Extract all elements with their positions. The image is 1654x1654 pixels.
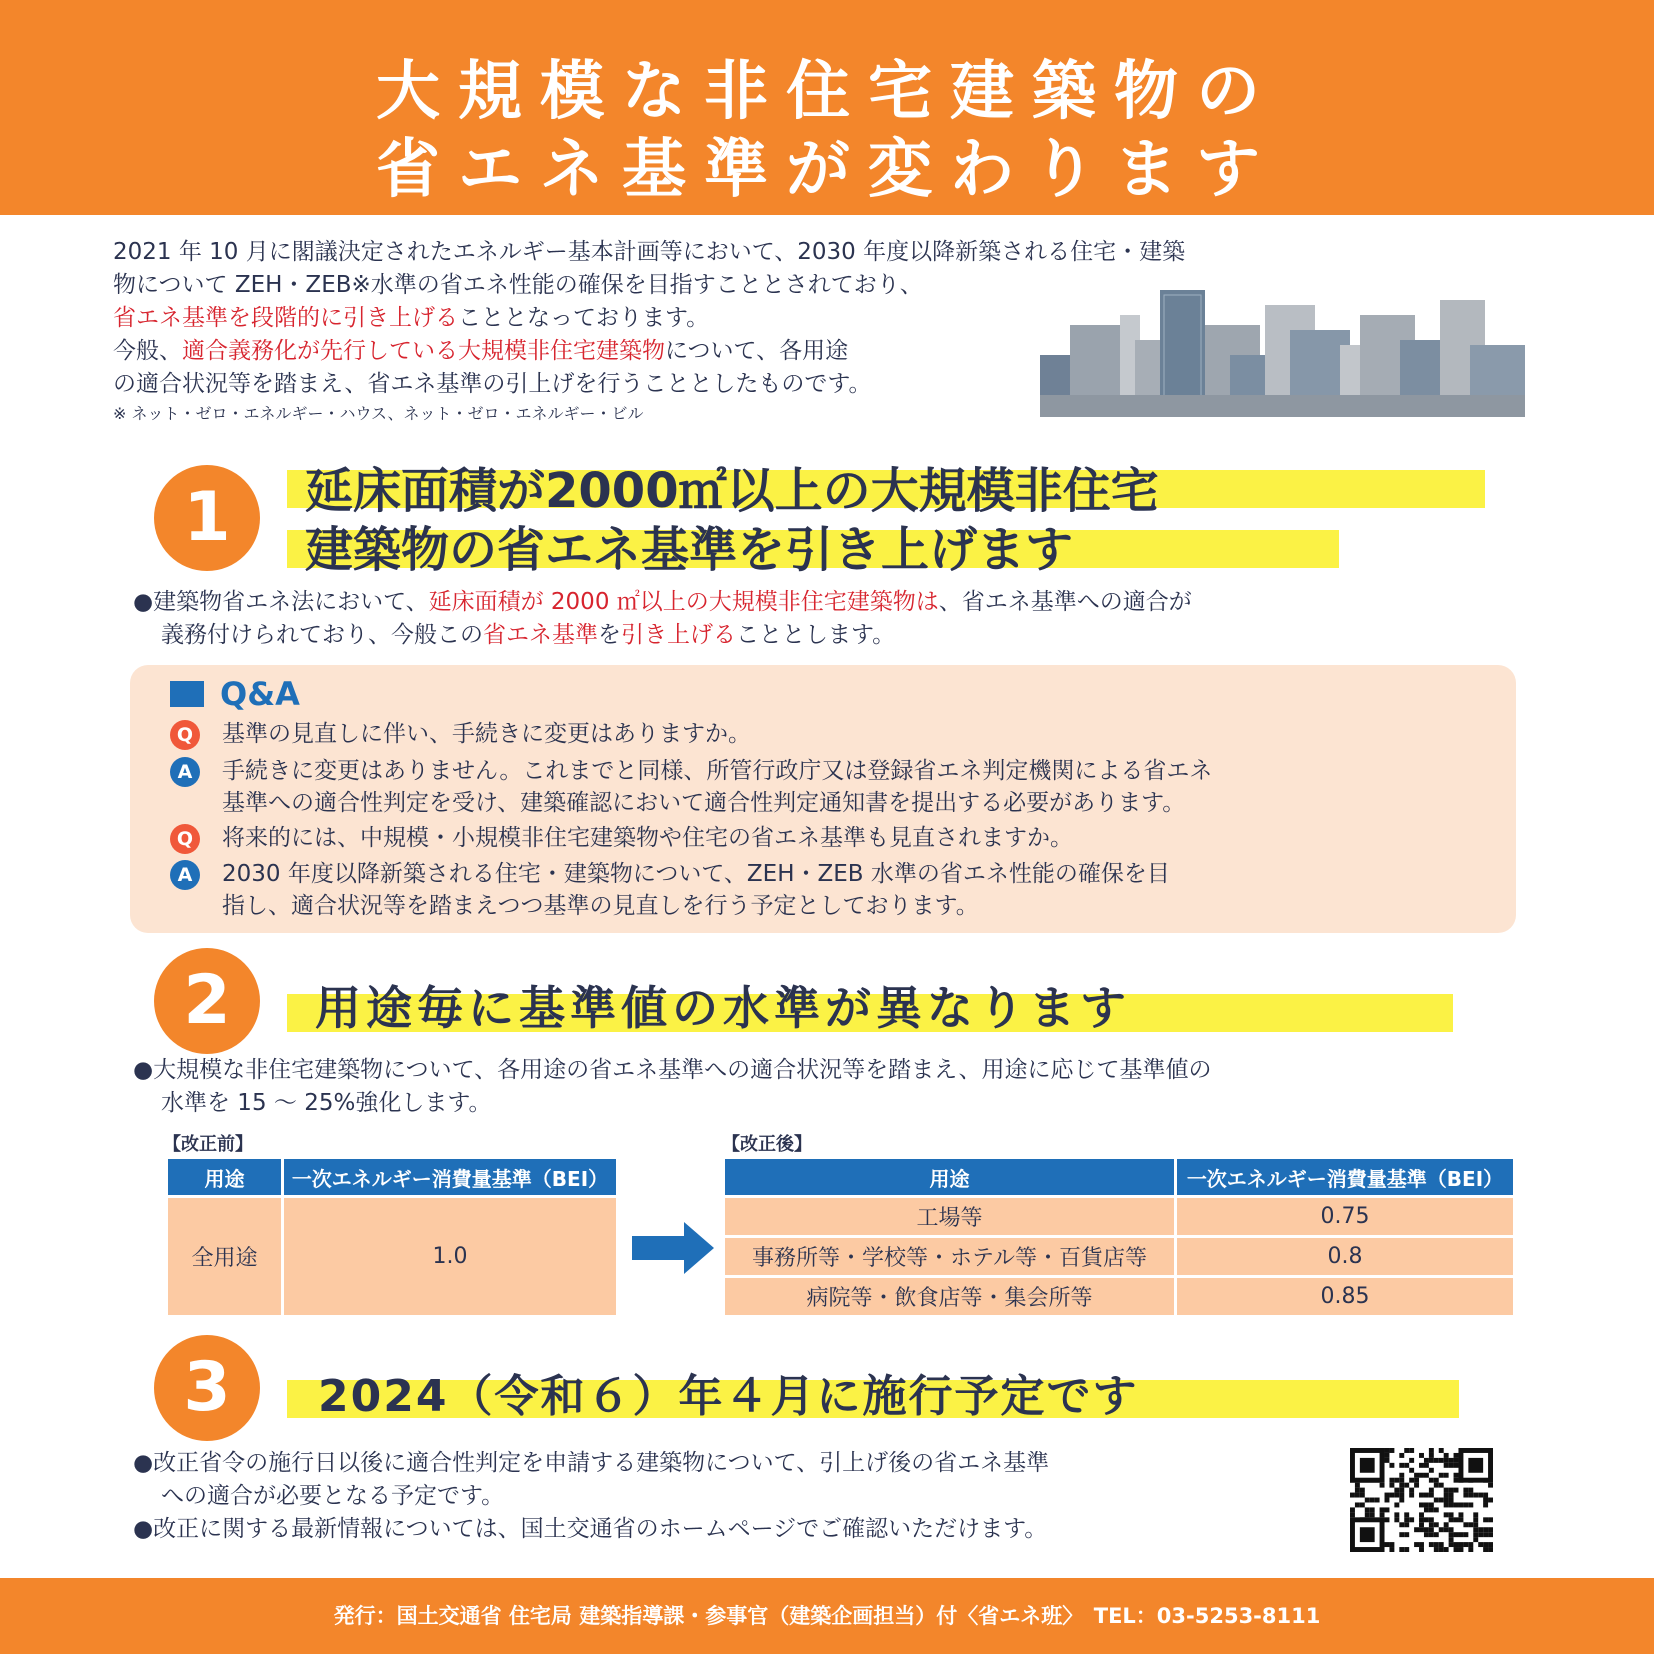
intro-line: 今般、適合義務化が先行している大規模非住宅建築物について、各用途 [113,338,849,364]
section2-body [133,1054,1212,1120]
footer-banner [0,1578,1654,1654]
table-header: 用途 [725,1159,1174,1195]
body-line: ●大規模な非住宅建築物について、各用途の省エネ基準への適合状況等を踏まえ、用途に応じて基準値の [133,1057,1212,1083]
table-cell-bei: 1.0 [284,1198,616,1315]
body-line: ●建築物省エネ法において、延床面積が 2000 ㎡以上の大規模非住宅建築物は、省エネ基準への適合が [133,589,1192,615]
body-line: 水準を 15 ～ 25%強化します。 [161,1090,492,1116]
before-table-label: 【改正前】 [163,1134,253,1155]
intro-footnote: ※ ネット・ゼロ・エネルギー・ハウス、ネット・ゼロ・エネルギー・ビル [113,404,644,423]
body-line: 義務付けられており、今般この省エネ基準を引き上げることとします。 [161,622,896,648]
after-table-label: 【改正後】 [722,1134,812,1155]
body-emphasis: 引き上げる [621,622,736,648]
section1-title-line1: 延床面積が2000㎡以上の大規模非住宅 [305,463,1159,519]
square-icon [170,681,204,707]
qr-code[interactable] [1350,1448,1493,1552]
body-line: への適合が必要となる予定です。 [161,1483,505,1509]
intro-emphasis: 適合義務化が先行している大規模非住宅建築物 [182,338,665,364]
header-title-line1: 大規模な非住宅建築物の [376,55,1278,129]
table-cell-use: 病院等・飲食店等・集会所等 [725,1278,1174,1315]
body-emphasis: 延床面積が 2000 ㎡以上の大規模非住宅建築物は [428,589,939,615]
footer-publisher: 発行：国土交通省 住宅局 建築指導課・参事官（建築企画担当）付〈省エネ班〉 TEL：03-5253-8111 [333,1604,1321,1628]
table-cell-bei: 0.85 [1177,1278,1513,1315]
table-cell-use: 事務所等・学校等・ホテル等・百貨店等 [725,1238,1174,1275]
qa-box: Q&A Q 基準の見直しに伴い、手続きに変更はありますか。 A 手続きに変更はありません。これまでと同様、所管行政庁又は登録省エネ判定機関による省エネ 基準への適合性判定を受け、建築確認において適合性判定通知書を提出する必要があります。 Q 将来的には、中規模・小規模非住宅建築物や住宅の省エネ基準も見直されますか。 A 2030 年度以降新築される住宅・建築物について、ZEH・ZEB 水準の省エネ性能の確保を目 指し、適合状況等を踏まえつつ基準の見直しを行う予定としております。 [130,665,1516,933]
table-cell-use: 工場等 [725,1198,1174,1235]
right-arrow-icon [632,1222,714,1274]
question-icon: Q [170,824,200,854]
city-skyline-illustration [1040,285,1525,417]
header-title-line2: 省エネ基準が変わります [376,133,1278,207]
section1-title-line2: 建築物の省エネ基準を引き上げます [305,522,1074,578]
qa-title: Q&A [170,675,300,713]
section2-title: 用途毎に基準値の水準が異なります [315,981,1131,1035]
before-table [165,1156,619,1318]
answer-icon: A [170,757,200,787]
answer-icon: A [170,860,200,890]
intro-line: 省エネ基準を段階的に引き上げることとなっております。 [113,305,710,331]
body-line: ●改正に関する最新情報については、国土交通省のホームページでご確認いただけます。 [133,1516,1048,1542]
body-emphasis: 省エネ基準 [483,622,598,648]
intro-line: 2021 年 10 月に閣議決定されたエネルギー基本計画等において、2030 年度以降新築される住宅・建築 [113,239,1186,265]
table-header: 一次エネルギー消費量基準（BEI） [1177,1159,1513,1195]
section1-body [133,586,1192,652]
table-cell-use: 全用途 [168,1198,281,1315]
table-cell-bei: 0.8 [1177,1238,1513,1275]
table-row [725,1278,1513,1315]
header-banner [0,0,1654,215]
section3-number-badge: 3 [154,1335,260,1441]
after-table [722,1156,1516,1318]
body-line: ●改正省令の施行日以後に適合性判定を申請する建築物について、引上げ後の省エネ基準 [133,1450,1050,1476]
table-row [725,1198,1513,1235]
intro-line: 物について ZEH・ZEB※水準の省エネ性能の確保を目指すこととされており、 [113,272,923,298]
section1-number-badge: 1 [154,465,260,571]
table-header: 一次エネルギー消費量基準（BEI） [284,1159,616,1195]
table-cell-bei: 0.75 [1177,1198,1513,1235]
table-row [725,1238,1513,1275]
section3-body [133,1447,1049,1546]
section2-number-badge: 2 [154,948,260,1054]
intro-line: の適合状況等を踏まえ、省エネ基準の引上げを行うこととしたものです。 [113,371,872,397]
question-icon: Q [170,720,200,750]
intro-emphasis: 省エネ基準を段階的に引き上げる [113,305,458,331]
section3-title: 2024（令和６）年４月に施行予定です [318,1371,1139,1422]
table-header: 用途 [168,1159,281,1195]
